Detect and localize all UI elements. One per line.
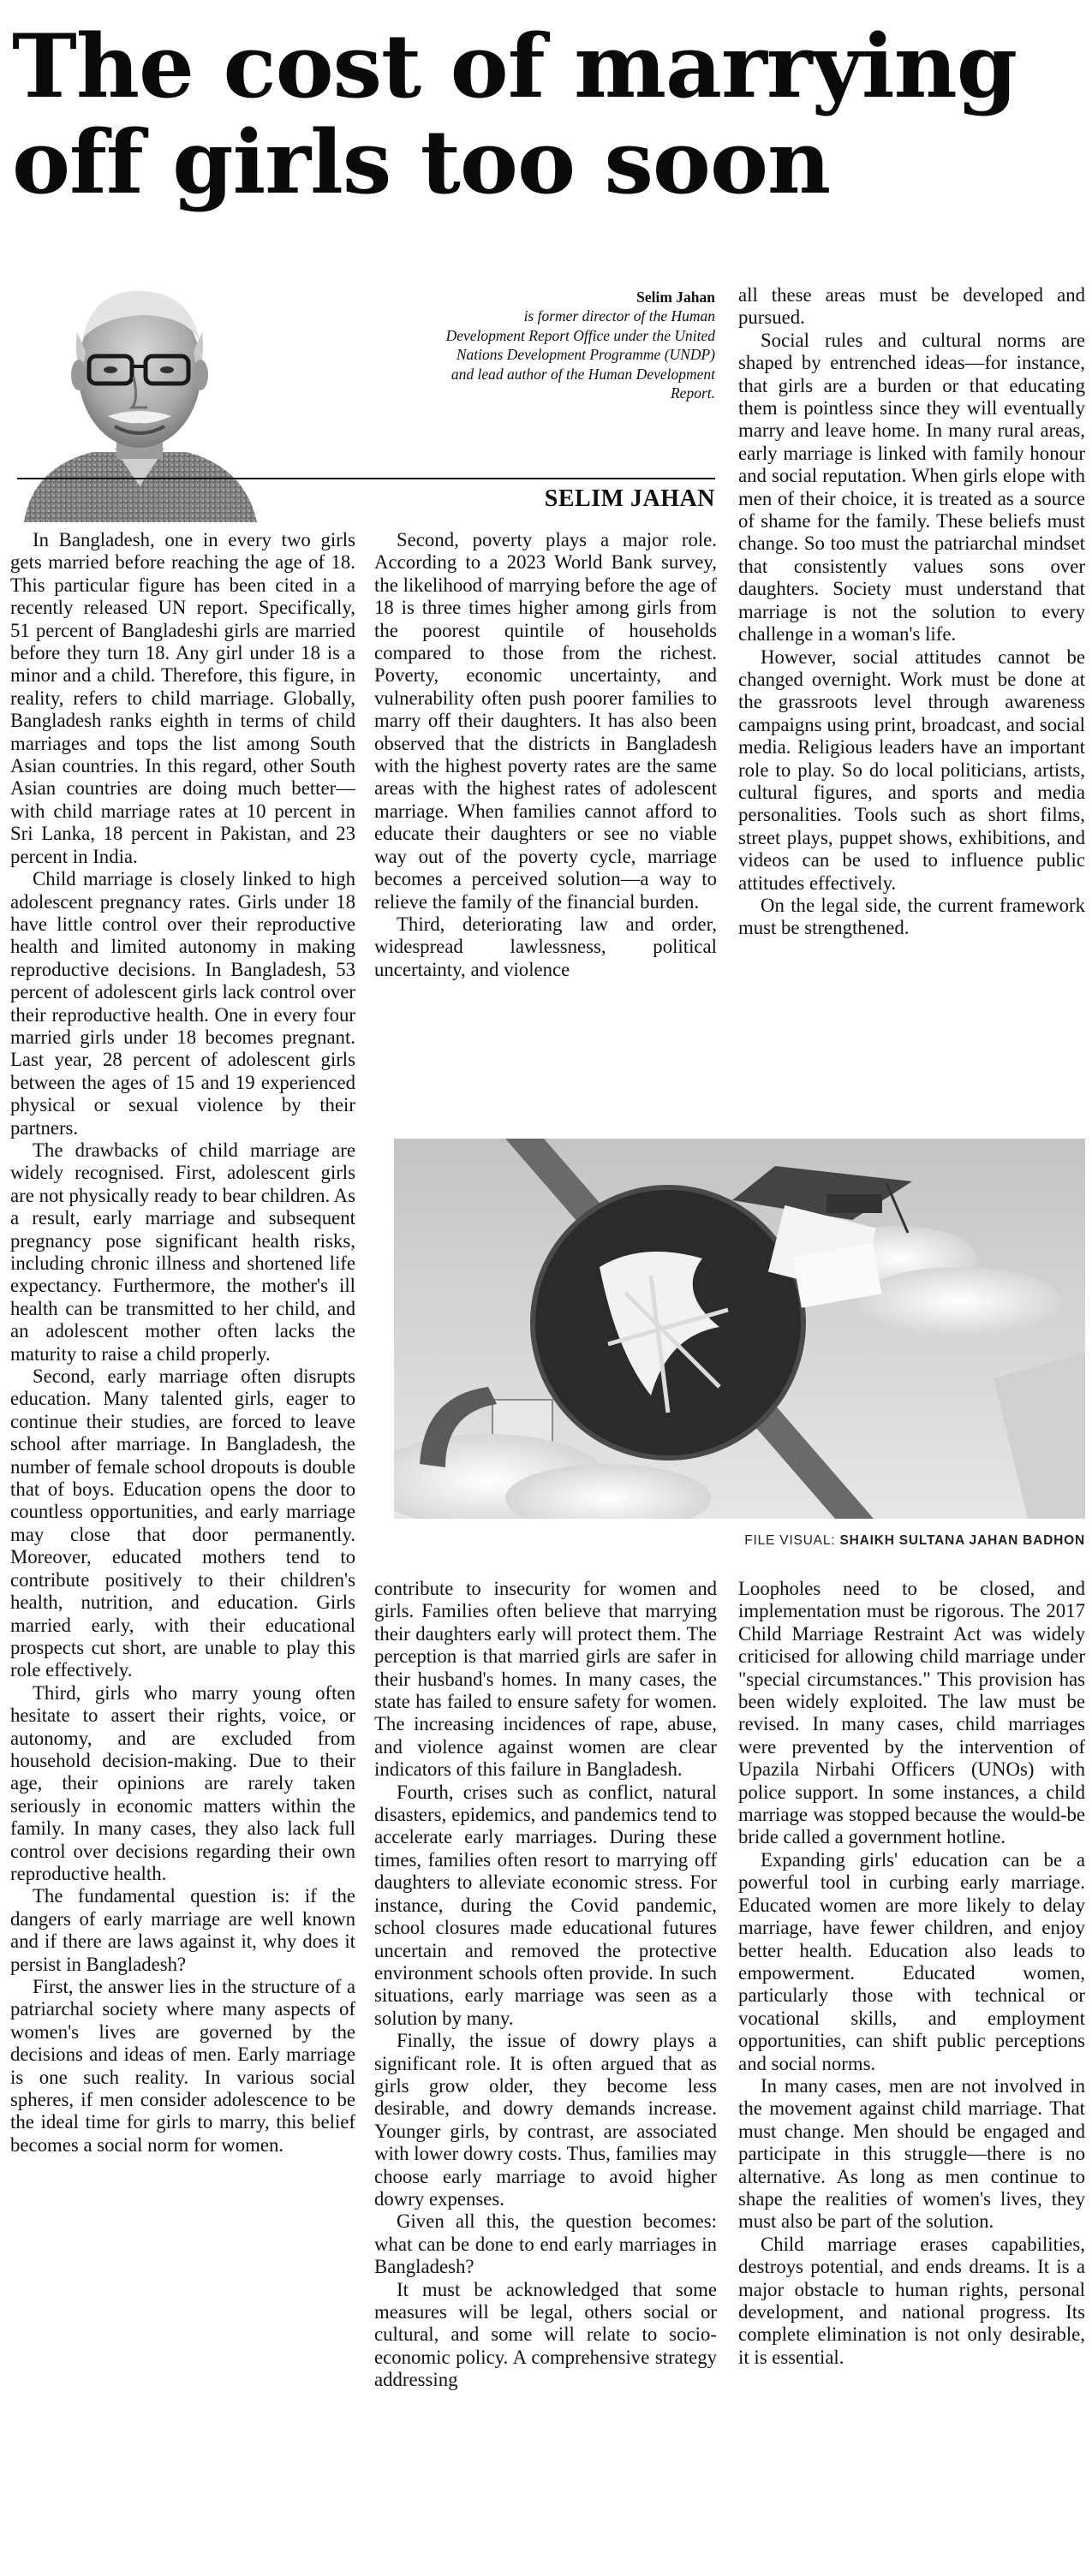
article-paragraph: Child marriage is closely linked to high adolescent pregnancy rates. Girls under 18 have little control over their reproductive health and limited autonomy in making reproductive decisions. In Bangladesh, 53 percent of adolescent girls lack control over their reproductive health. One in every four married girls under 18 becomes pregnant. Last year, 28 percent of adolescent girls between the ages of 15 and 19 experienced physical or sexual violence by their partners.	[10, 868, 355, 1139]
article-paragraph: In Bangladesh, one in every two girls gets married before reaching the age of 18. This particular figure has been cited in a recently released UN report. Specifically, 51 percent of Bangladeshi girls are married before they turn 18. Any girl under 18 is a minor and a child. Therefore, this figure, in reality, refers to child marriage. Globally, Bangladesh ranks eighth in terms of child marriages and tops the list among South Asian countries. In this regard, other South Asian countries are doing much better—with child marriage rates at 10 percent in Sri Lanka, 18 percent in Pakistan, and 23 percent in India.	[10, 529, 355, 867]
headline	[12, 15, 1083, 214]
article-paragraph: Second, poverty plays a major role. According to a 2023 World Bank survey, the likelihood of marrying before the age of 18 is three times higher among girls from the poorest quintile of households compared to those from the richest. Poverty, economic uncertainty, and vulnerability often push poorer families to marry off their daughters. It has also been observed that the districts in Bangladesh with the highest poverty rates are the same areas with the highest rates of adolescent marriage. When families cannot afford to educate their daughters or see no viable way out of the poverty cycle, marriage becomes a perceived solution—a way to relieve the family of the financial burden.	[374, 529, 717, 913]
author-bio	[368, 288, 715, 402]
headline-line-2: off girls too soon	[12, 111, 831, 214]
article-paragraph: The drawbacks of child marriage are widely recognised. First, adolescent girls are not physically ready to bear children. As a result, early marriage and subsequent pregnancy pose significant health risks, including chronic illness and shortened life expectancy. Furthermore, the mother's ill health can be transmitted to her child, and an adolescent mother often lacks the maturity to raise a child properly.	[10, 1139, 355, 1365]
article-illustration	[394, 1139, 1085, 1519]
article-column-2-bottom	[374, 1578, 717, 2567]
bio-line-5: Report.	[670, 384, 715, 402]
article-paragraph: Social rules and cultural norms are shaped by entrenched ideas—for instance, that girls are a burden or that educating them is pointless since they will eventually marry and leave home. In many rural areas, early marriage is linked with family honour and social reputation. When girls elope with men of their choice, it is treated as a source of shame for the family. These beliefs must change. So too must the patriarchal mindset that consistently values sons over daughters. Society must understand that marriage is not the solution to every challenge in a woman's life.	[738, 329, 1085, 645]
article-paragraph: The fundamental question is: if the dangers of early marriage are well known and if there are laws against it, why does it persist in Bangladesh?	[10, 1885, 355, 1975]
photo-credit-name: SHAIKH SULTANA JAHAN BADHON	[839, 1533, 1085, 1548]
photo-credit	[744, 1533, 1085, 1549]
author-portrait	[15, 272, 264, 522]
article-paragraph: In many cases, men are not involved in the movement against child marriage. That must change. Men should be engaged and participate in this struggle—there is no alternative. As long as men continue to shape the realities of women's lives, they must also be part of the solution.	[738, 2074, 1085, 2233]
article-column-3-bottom	[738, 1578, 1085, 2567]
article-paragraph: First, the answer lies in the structure of a patriarchal society where many aspects of women's lives are governed by the decisions and ideas of men. Early marriage is one such reality. In various social spheres, if men consider adolescence to be the ideal time for girls to marry, this belief becomes a social norm for women.	[10, 1976, 355, 2156]
bio-line-2: Development Report Office under the United	[445, 326, 715, 344]
article-paragraph: Loopholes need to be closed, and implementation must be rigorous. The 2017 Child Marriage Restraint Act was widely criticised for allowing child marriage under "special circumstances." This provision has been widely exploited. The law must be revised. In many cases, child marriages were prevented by the intervention of Upazila Nirbahi Officers (UNOs) with police support. In some instances, a child marriage was stopped because the would-be bride called a government hotline.	[738, 1578, 1085, 1848]
article-paragraph: Second, early marriage often disrupts education. Many talented girls, eager to continue their studies, are forced to leave school after marriage. In Bangladesh, the number of female school dropouts is double that of boys. Education opens the door to countless opportunities, and early marriage may close that door permanently. Moreover, educated mothers tend to contribute positively to their children's health, nutrition, and education. Girls married early, with their educational prospects cut short, are unable to play this role effectively.	[10, 1365, 355, 1681]
photo-credit-label: FILE VISUAL:	[744, 1533, 840, 1548]
article-paragraph: Fourth, crises such as conflict, natural disasters, epidemics, and pandemics tend to accelerate early marriages. During these times, families often resort to marrying off daughters to alleviate economic stress. For instance, during the Covid pandemic, school closures made educational futures uncertain and removed the protective environment schools often provide. In such situations, early marriage was seen as a solution by many.	[374, 1781, 717, 2029]
article-paragraph: However, social attitudes cannot be changed overnight. Work must be done at the grassroots level through awareness campaigns using print, broadcast, and social media. Religious leaders have an important role to play. So do local politicians, artists, cultural figures, and sports and media personalities. Tools such as short films, street plays, puppet shows, exhibitions, and videos can be used to influence public attitudes effectively.	[738, 645, 1085, 894]
article-paragraph: Expanding girls' education can be a powerful tool in curbing early marriage. Educated women are more likely to delay marriage, have fewer children, and enjoy better health. Education also leads to empowerment. Educated women, particularly those with technical or vocational skills, and employment opportunities, can shift public perceptions and social norms.	[738, 1848, 1085, 2074]
byline-divider	[17, 478, 715, 479]
article-column-1	[10, 529, 355, 2565]
article-paragraph: Finally, the issue of dowry plays a significant role. It is often argued that as girls grow older, they become less desirable, and dowry demands increase. Younger girls, by contrast, are associated with lower dowry costs. Thus, families may choose early marriage to avoid higher dowry expenses.	[374, 2030, 717, 2210]
bio-line-1: is former director of the Human	[523, 307, 715, 325]
article-paragraph: It must be acknowledged that some measures will be legal, others social or cultural, and some will relate to socio-economic policy. A comprehensive strategy addressing	[374, 2278, 717, 2391]
article-paragraph: On the legal side, the current framework must be strengthened.	[738, 894, 1085, 939]
article-column-2-top	[374, 529, 717, 1127]
headline-line-1: The cost of marrying	[12, 15, 1017, 118]
article-paragraph: Given all this, the question becomes: what can be done to end early marriages in Bangladesh?	[374, 2210, 717, 2278]
article-paragraph: all these areas must be developed and pursued.	[738, 284, 1085, 329]
byline: SELIM JAHAN	[544, 485, 715, 512]
bio-line-4: and lead author of the Human Development	[451, 365, 715, 383]
bio-author-name: Selim Jahan	[636, 289, 715, 306]
article-column-3-top	[738, 284, 1085, 1127]
article-paragraph: Child marriage erases capabilities, destroys potential, and ends dreams. It is a major obstacle to human rights, personal development, and national progress. Its complete elimination is not only desirable, it is essential.	[738, 2233, 1085, 2368]
bio-line-3: Nations Development Programme (UNDP)	[456, 346, 715, 364]
article-paragraph: contribute to insecurity for women and girls. Families often believe that marrying their daughters early will protect them. The perception is that married girls are safer in their husband's homes. In many cases, the state has failed to ensure safety for women. The increasing incidences of rape, abuse, and violence against women are clear indicators of this failure in Bangladesh.	[374, 1578, 717, 1781]
article-paragraph: Third, girls who marry young often hesitate to assert their rights, voice, or autonomy, and are excluded from household decision-making. Due to their age, their opinions are rarely taken seriously in economic matters within the family. In many cases, they also lack full control over decisions regarding their own reproductive health.	[10, 1681, 355, 1884]
article-paragraph: Third, deteriorating law and order, widespread lawlessness, political uncertainty, and violence	[374, 913, 717, 980]
